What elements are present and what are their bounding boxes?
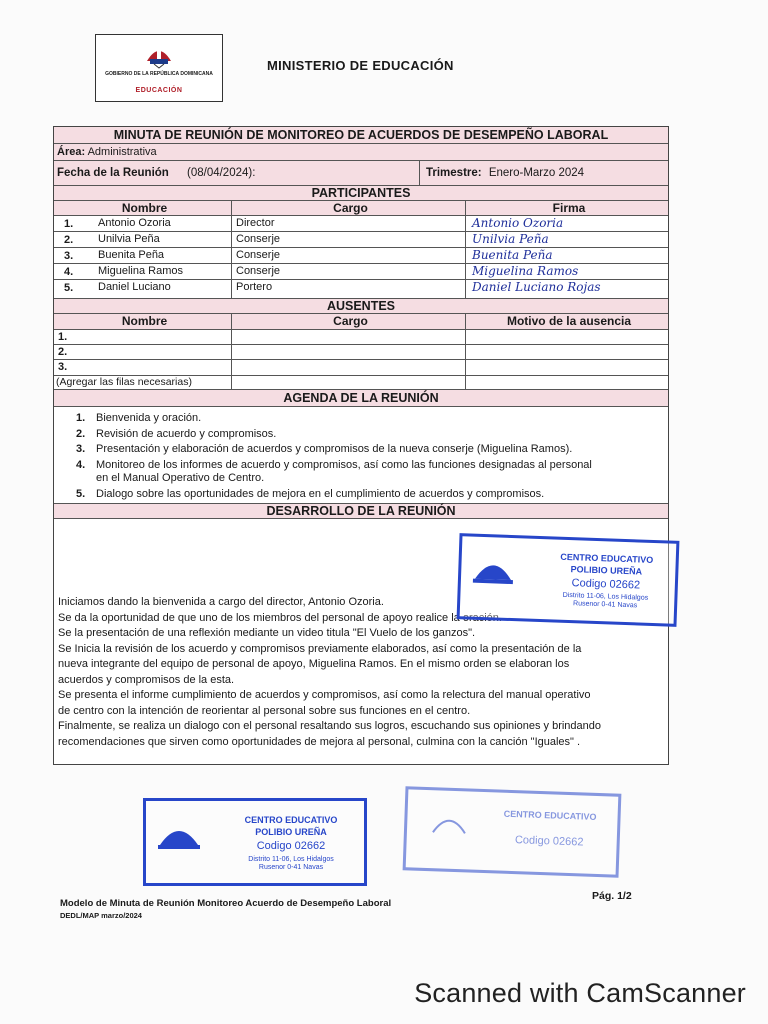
- ministry-title: MINISTERIO DE EDUCACIÓN: [267, 58, 454, 73]
- stamp-line-3: Codigo 02662: [256, 840, 326, 852]
- col-firma: Firma: [465, 201, 668, 215]
- absent-cargo: [231, 360, 465, 375]
- participant-row: [54, 216, 668, 232]
- logo-text: GOBIERNO DE LA REPÚBLICA DOMINICANA: [105, 71, 213, 77]
- area-value: Administrativa: [87, 146, 157, 158]
- stamp-line-1: CENTRO EDUCATIVO: [244, 815, 338, 825]
- absent-note-row: [54, 376, 668, 390]
- participant-name: Antonio Ozoria: [98, 217, 171, 229]
- absent-number: 2.: [58, 346, 68, 358]
- school-stamp-2: [143, 798, 367, 886]
- area-row: [54, 144, 668, 161]
- trimester-value: Enero-Marzo 2024: [488, 167, 585, 179]
- development-line: de centro con la intención de reorientar al personal sobre sus funciones en el centro.: [58, 704, 471, 717]
- absent-col-motivo: Motivo de la ausencia: [465, 314, 668, 329]
- agenda-number: 2.: [76, 428, 86, 440]
- absent-cargo: [231, 345, 465, 359]
- date-row: [54, 161, 668, 186]
- participant-signature: Miguelina Ramos: [465, 264, 668, 279]
- agenda-item: [76, 412, 201, 425]
- stamp-line-4: Distrito 11-06, Los Hidalgos: [562, 591, 649, 602]
- participant-cargo: Director: [231, 216, 465, 231]
- agenda-section: [54, 407, 668, 504]
- agenda-number: 1.: [76, 412, 86, 424]
- agenda-number: 4.: [76, 459, 86, 471]
- form-title: MINUTA DE REUNIÓN DE MONITOREO DE ACUERDOS DE DESEMPEÑO LABORAL: [54, 127, 668, 144]
- absent-col-cargo: Cargo: [231, 314, 465, 329]
- development-line: acuerdos y compromisos de la esta.: [58, 673, 235, 686]
- stamp-line-2: POLIBIO UREÑA: [255, 827, 327, 837]
- participant-cargo: Conserje: [231, 232, 465, 247]
- agenda-text: Monitoreo de los informes de acuerdo y compromisos, así como las funciones designadas al personal: [96, 459, 592, 471]
- stamp-line-5: Rusenor 0-41 Navas: [258, 864, 324, 871]
- stamp-line-3: Codigo 02662: [514, 834, 584, 849]
- participant-number: 1.: [64, 218, 74, 230]
- absent-motivo: [465, 330, 668, 344]
- camscanner-watermark: Scanned with CamScanner: [414, 978, 746, 1008]
- absent-number: 1.: [58, 331, 68, 343]
- participant-signature: Daniel Luciano Rojas: [465, 280, 668, 298]
- col-nombre: Nombre: [121, 201, 168, 215]
- participant-name: Unilvia Peña: [98, 233, 160, 245]
- minute-form: [53, 126, 669, 765]
- absent-cargo: [231, 330, 465, 344]
- participant-name: Daniel Luciano: [98, 281, 171, 293]
- participant-signature: Antonio Ozoria: [465, 216, 668, 231]
- absent-motivo: [465, 360, 668, 375]
- participant-row: [54, 248, 668, 264]
- participant-number: 5.: [64, 282, 74, 294]
- agenda-text: Dialogo sobre las oportunidades de mejora en el cumplimiento de acuerdos y compromisos.: [96, 488, 545, 500]
- trimester-label: Trimestre:: [426, 167, 482, 179]
- development-title: DESARROLLO DE LA REUNIÓN: [54, 504, 668, 519]
- col-cargo: Cargo: [231, 201, 465, 215]
- participant-row: [54, 264, 668, 280]
- stamp-crest-icon: [154, 815, 204, 855]
- development-line: Iniciamos dando la bienvenida a cargo del director, Antonio Ozoria.: [58, 596, 384, 608]
- participant-name: Miguelina Ramos: [98, 265, 183, 277]
- development-line: Se da la oportunidad de que uno de los miembros del personal de apoyo realice la oración.: [58, 611, 502, 624]
- absent-number: 3.: [58, 361, 68, 373]
- participant-number: 3.: [64, 250, 74, 262]
- footer-model: Modelo de Minuta de Reunión Monitoreo Acuerdo de Desempeño Laboral: [60, 898, 392, 909]
- development-line: recomendaciones que sirven como oportunidades de mejora al personal, culmina con la canción "Iguales" .: [58, 735, 581, 748]
- absent-note: (Agregar las filas necesarias): [56, 376, 192, 388]
- stamp-line-1: CENTRO EDUCATIVO: [560, 551, 654, 565]
- participant-name-cell: [54, 216, 231, 231]
- absent-motivo: [465, 345, 668, 359]
- logo-subtext: EDUCACIÓN: [135, 87, 183, 94]
- footer-code: DEDL/MAP marzo/2024: [60, 911, 142, 920]
- stamp-line-5: Rusenor 0-41 Navas: [572, 600, 638, 610]
- agenda-item: [76, 488, 544, 501]
- participant-name: Buenita Peña: [98, 249, 165, 261]
- absent-row: [54, 360, 668, 376]
- participant-row: [54, 280, 668, 299]
- development-line: Se Inicia la revisión de los acuerdo y compromisos previamente elaborados, así como la presentación de la: [58, 642, 582, 655]
- stamp-crest-icon: [427, 804, 472, 840]
- stamp-line-1: CENTRO EDUCATIVO: [503, 808, 597, 822]
- agenda-item: [76, 443, 572, 456]
- stamp-line-3: Codigo 02662: [571, 577, 641, 592]
- absent-col-nombre: Nombre: [121, 314, 168, 328]
- agenda-item: [76, 459, 592, 472]
- participants-title: PARTICIPANTES: [54, 186, 668, 201]
- participant-name-cell: [54, 264, 231, 279]
- participant-cargo: Conserje: [231, 248, 465, 263]
- development-line: Finalmente, se realiza un dialogo con el personal resaltando sus logros, escuchando sus opiniones y brindando: [58, 720, 602, 732]
- date-label: Fecha de la Reunión: [57, 167, 169, 179]
- date-value: (08/04/2024):: [187, 167, 256, 179]
- page-number: Pág. 1/2: [592, 890, 632, 902]
- participant-cargo: Portero: [231, 280, 465, 298]
- absent-note-motivo: [465, 376, 668, 389]
- agenda-item: [76, 428, 276, 441]
- coat-of-arms-icon: [144, 41, 174, 69]
- development-line: Se presenta el informe cumplimiento de acuerdos y compromisos, así como la relectura del manual operativo: [58, 689, 591, 701]
- development-line: Se la presentación de una reflexión mediante un video titula "El Vuelo de los ganzos".: [58, 627, 476, 639]
- agenda-text: Revisión de acuerdo y compromisos.: [96, 428, 277, 440]
- participant-name-cell: [54, 280, 231, 298]
- ministry-logo: [95, 34, 223, 102]
- absent-note-cargo: [231, 376, 465, 389]
- area-label: Área:: [57, 146, 86, 158]
- agenda-number: 3.: [76, 443, 86, 455]
- absent-row: [54, 330, 668, 345]
- participants-header-row: [54, 201, 668, 216]
- school-stamp-3: [403, 786, 622, 877]
- participant-cargo: Conserje: [231, 264, 465, 279]
- participant-number: 4.: [64, 266, 74, 278]
- absent-header-row: [54, 314, 668, 330]
- development-line: nueva integrante del equipo de personal de apoyo, Miguelina Ramos. En el mismo orden se elaboran los: [58, 658, 570, 670]
- participant-name-cell: [54, 248, 231, 263]
- agenda-title: AGENDA DE LA REUNIÓN: [54, 390, 668, 407]
- participant-signature: Buenita Peña: [465, 248, 668, 263]
- agenda-text: en el Manual Operativo de Centro.: [96, 472, 265, 484]
- trimester-cell: [419, 161, 584, 185]
- absent-row: [54, 345, 668, 360]
- school-stamp-1: [457, 533, 680, 627]
- agenda-number: 5.: [76, 488, 86, 500]
- participant-name-cell: [54, 232, 231, 247]
- absent-title: AUSENTES: [54, 299, 668, 314]
- stamp-line-4: Distrito 11-06, Los Hidalgos: [248, 856, 334, 863]
- participant-row: [54, 232, 668, 248]
- participant-signature: Unilvia Peña: [465, 232, 668, 247]
- agenda-text: Bienvenida y oración.: [96, 412, 202, 424]
- stamp-line-2: POLIBIO UREÑA: [570, 564, 643, 577]
- agenda-item: [76, 472, 264, 485]
- agenda-text: Presentación y elaboración de acuerdos y compromisos de la nueva conserje (Miguelina Ramos).: [96, 443, 573, 455]
- participant-number: 2.: [64, 234, 74, 246]
- stamp-crest-icon: [469, 549, 518, 591]
